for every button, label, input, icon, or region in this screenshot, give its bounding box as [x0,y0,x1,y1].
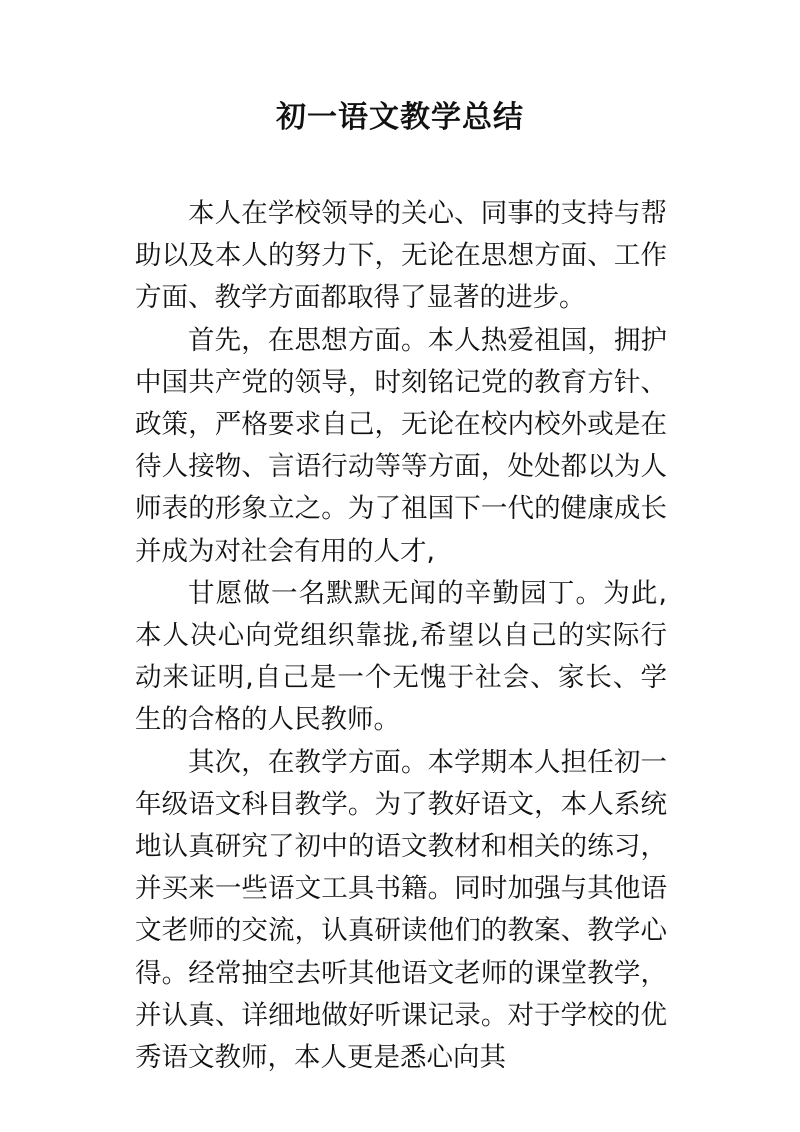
paragraph-1: 本人在学校领导的关心、同事的支持与帮助以及本人的努力下，无论在思想方面、工作方面、教学方面都取得了显著的进步。 [135,198,667,314]
document-title: 初一语文教学总结 [276,100,524,135]
paragraph-4: 其次，在教学方面。本学期本人担任初一年级语文科目教学。为了教好语文，本人系统地认真研究了初中的语文教材和相关的练习，并买来一些语文工具书籍。同时加强与其他语文老师的交流，认真研读他们的教案、教学心得。经常抽空去听其他语文老师的课堂教学，并认真、详细地做好听课记录。对于学校的优秀语文教师，本人更是悉心向其 [135,746,667,1074]
paragraph-2: 首先，在思想方面。本人热爱祖国，拥护中国共产党的领导，时刻铭记党的教育方针、政策，严格要求自己，无论在校内校外或是在待人接物、言语行动等等方面，处处都以为人师表的形象立之。为了祖国下一代的健康成长并成为对社会有用的人才, [135,324,667,567]
paragraph-3: 甘愿做一名默默无闻的辛勤园丁。为此,本人决心向党组织靠拢,希望以自己的实际行动来证明,自己是一个无愧于社会、家长、学生的合格的人民教师。 [135,577,667,736]
document-body [135,193,667,1079]
